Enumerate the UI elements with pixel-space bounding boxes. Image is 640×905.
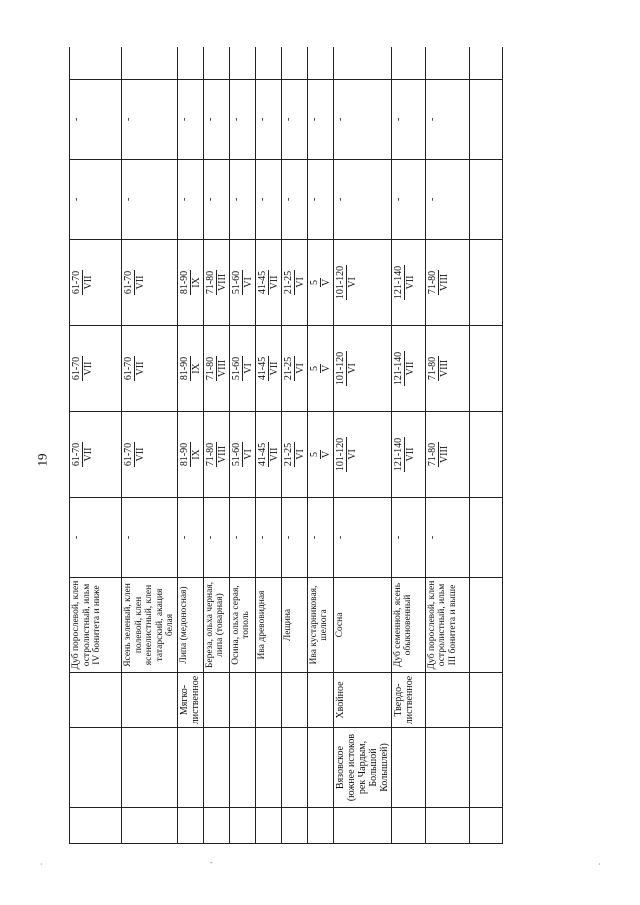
age-cell <box>122 240 178 326</box>
dash-value: - <box>426 117 438 122</box>
age-cell <box>70 326 122 412</box>
age-class: VIII <box>216 273 228 292</box>
blank-cell <box>469 808 502 844</box>
blank-cell <box>307 808 333 844</box>
dash-value: - <box>123 197 134 202</box>
region-cell <box>177 728 203 808</box>
age-range: 81-90 <box>178 270 190 295</box>
dash-value: - <box>392 197 404 202</box>
region-cell <box>281 728 307 808</box>
age-fraction <box>179 442 202 467</box>
table-row <box>391 47 425 844</box>
age-cell <box>333 412 391 498</box>
species-cell <box>333 578 391 673</box>
blank-cell <box>469 498 502 578</box>
age-cell <box>307 240 333 326</box>
age-class: VII <box>268 275 280 290</box>
age-fraction <box>71 270 94 295</box>
age-class: VII <box>83 275 94 290</box>
table-row <box>307 47 333 844</box>
age-class: V <box>320 450 332 459</box>
dash-value: - <box>282 197 294 202</box>
species-cell <box>177 578 203 673</box>
blank-cell <box>177 47 203 80</box>
group-cell <box>307 673 333 728</box>
age-fraction <box>123 356 146 381</box>
age-range: 81-90 <box>178 356 190 381</box>
value-cell <box>177 80 203 160</box>
age-cell <box>229 240 255 326</box>
dash-value: - <box>334 197 346 202</box>
blank-cell <box>469 728 502 808</box>
species-name: Липа (медоносная) <box>178 586 189 664</box>
age-cell <box>177 240 203 326</box>
age-class: VII <box>135 447 146 462</box>
scan-mark: · <box>40 860 43 869</box>
species-cell <box>307 578 333 673</box>
blank-cell <box>425 808 469 844</box>
age-fraction <box>427 270 450 295</box>
table-body <box>70 47 503 844</box>
value-cell <box>203 498 229 578</box>
age-range: 101-120 <box>334 265 346 300</box>
age-range: 5 <box>309 278 321 287</box>
species-cell <box>203 578 229 673</box>
age-cell <box>391 326 425 412</box>
blank-cell <box>203 808 229 844</box>
dash-value: - <box>282 117 294 122</box>
age-cell <box>307 412 333 498</box>
blank-cell <box>255 47 281 80</box>
age-fraction <box>123 442 146 467</box>
age-range: 61-70 <box>71 442 82 467</box>
dash-value: - <box>256 535 268 540</box>
blank-cell <box>469 80 502 160</box>
age-cell <box>333 326 391 412</box>
value-cell <box>229 498 255 578</box>
value-cell <box>122 160 178 240</box>
region-cell <box>333 728 391 808</box>
blank-cell <box>229 808 255 844</box>
dash-value: - <box>282 535 294 540</box>
blank-cell <box>122 808 178 844</box>
age-cell <box>281 240 307 326</box>
age-range: 41-45 <box>256 442 268 467</box>
blank-cell <box>307 47 333 80</box>
age-fraction <box>427 442 450 467</box>
value-cell <box>281 80 307 160</box>
age-class: IX <box>190 277 202 288</box>
species-cell <box>391 578 425 673</box>
age-fraction <box>393 265 416 300</box>
age-class: VIII <box>438 273 450 292</box>
age-fraction <box>335 437 358 472</box>
region-cell <box>307 728 333 808</box>
dash-value: - <box>308 197 320 202</box>
age-fraction <box>231 356 254 381</box>
age-class: VI <box>346 363 358 374</box>
age-class: VI <box>242 277 254 288</box>
age-fraction <box>231 442 254 467</box>
region-cell <box>425 728 469 808</box>
blank-cell <box>333 808 391 844</box>
dash-value: - <box>178 197 190 202</box>
age-range: 41-45 <box>256 270 268 295</box>
age-fraction <box>71 442 94 467</box>
region-cell <box>203 728 229 808</box>
dash-value: - <box>230 535 242 540</box>
age-cell <box>70 412 122 498</box>
age-cell <box>281 326 307 412</box>
age-fraction <box>179 270 202 295</box>
age-fraction <box>283 270 306 295</box>
age-fraction <box>179 356 202 381</box>
table-row <box>425 47 469 844</box>
age-range: 71-80 <box>204 442 216 467</box>
age-class: VII <box>83 361 94 376</box>
dash-value: - <box>308 117 320 122</box>
species-name: Дуб семенной, ясень обыкновенный <box>392 582 413 668</box>
value-cell <box>391 80 425 160</box>
age-range: 21-25 <box>282 442 294 467</box>
age-class: VI <box>346 449 358 460</box>
dash-value: - <box>204 535 216 540</box>
age-class: VII <box>404 275 416 290</box>
age-class: VII <box>135 361 146 376</box>
value-cell <box>203 160 229 240</box>
age-fraction <box>283 442 306 467</box>
age-fraction <box>257 356 280 381</box>
value-cell <box>425 160 469 240</box>
age-range: 71-80 <box>426 270 438 295</box>
blank-cell <box>333 47 391 80</box>
value-cell <box>333 160 391 240</box>
age-range: 71-80 <box>204 270 216 295</box>
page-number: 19 <box>34 453 50 467</box>
age-cell <box>333 240 391 326</box>
age-cell <box>203 412 229 498</box>
age-cell <box>255 412 281 498</box>
species-name: Дуб порослевой, клен остролистный, ильм III бонитета и выше <box>426 580 458 670</box>
age-range: 71-80 <box>426 356 438 381</box>
age-range: 61-70 <box>123 356 134 381</box>
table-row <box>255 47 281 844</box>
value-cell <box>425 498 469 578</box>
blank-cell <box>469 160 502 240</box>
group-cell <box>122 673 178 728</box>
value-cell <box>281 160 307 240</box>
blank-row <box>469 47 502 844</box>
age-fraction <box>393 351 416 386</box>
table-row <box>229 47 255 844</box>
age-class: VIII <box>216 359 228 378</box>
age-class: VI <box>294 363 306 374</box>
age-fraction <box>257 270 280 295</box>
age-class: VII <box>135 275 146 290</box>
value-cell <box>281 498 307 578</box>
value-cell <box>307 80 333 160</box>
dash-value: - <box>392 535 404 540</box>
dash-value: - <box>123 117 134 122</box>
age-range: 61-70 <box>123 270 134 295</box>
value-cell <box>122 80 178 160</box>
table-row <box>281 47 307 844</box>
age-range: 61-70 <box>71 270 82 295</box>
age-class: VII <box>268 361 280 376</box>
age-fraction <box>257 442 280 467</box>
age-range: 5 <box>309 364 321 373</box>
age-fraction <box>309 278 332 287</box>
blank-cell <box>70 47 122 80</box>
age-range: 81-90 <box>178 442 190 467</box>
dash-value: - <box>204 197 216 202</box>
scan-mark: · <box>598 860 601 869</box>
age-cell <box>391 412 425 498</box>
blank-cell <box>469 47 502 80</box>
blank-cell <box>177 808 203 844</box>
age-fraction <box>205 270 228 295</box>
group-cell <box>255 673 281 728</box>
table-row <box>177 47 203 844</box>
dash-value: - <box>71 117 82 122</box>
age-class: VII <box>83 447 94 462</box>
blank-cell <box>425 47 469 80</box>
table-row <box>333 47 391 844</box>
value-cell <box>391 160 425 240</box>
dash-value: - <box>123 535 134 540</box>
rotated-table-container <box>69 47 605 844</box>
blank-cell <box>469 326 502 412</box>
age-fraction <box>393 437 416 472</box>
region-name: Вязовское (южнее истоков рек Чардым, Большой Колышлей) <box>334 733 390 802</box>
species-group: Мягко-лиственное <box>178 675 201 725</box>
group-cell <box>281 673 307 728</box>
dash-value: - <box>334 535 346 540</box>
age-range: 121-140 <box>392 265 404 300</box>
age-range: 121-140 <box>392 351 404 386</box>
age-class: IX <box>190 449 202 460</box>
group-cell <box>391 673 425 728</box>
blank-cell <box>281 47 307 80</box>
species-cell <box>281 578 307 673</box>
dash-value: - <box>426 535 438 540</box>
age-cell <box>177 412 203 498</box>
table-row <box>122 47 178 844</box>
age-cell <box>281 412 307 498</box>
age-range: 101-120 <box>334 437 346 472</box>
group-cell <box>203 673 229 728</box>
age-class: VII <box>404 447 416 462</box>
dash-value: - <box>308 535 320 540</box>
group-cell <box>333 673 391 728</box>
age-class: VI <box>346 277 358 288</box>
age-fraction <box>231 270 254 295</box>
age-cell <box>255 326 281 412</box>
region-cell <box>122 728 178 808</box>
age-class: VI <box>294 277 306 288</box>
age-class: VIII <box>438 359 450 378</box>
age-cell <box>425 412 469 498</box>
age-class: VI <box>294 449 306 460</box>
age-fraction <box>427 356 450 381</box>
age-class: V <box>320 278 332 287</box>
age-range: 61-70 <box>71 356 82 381</box>
region-cell <box>391 728 425 808</box>
dash-value: - <box>334 117 346 122</box>
region-cell <box>70 728 122 808</box>
age-class: V <box>320 364 332 373</box>
age-range: 5 <box>309 450 321 459</box>
dash-value: - <box>204 117 216 122</box>
blank-cell <box>469 578 502 673</box>
dash-value: - <box>230 117 242 122</box>
age-class: VI <box>242 363 254 374</box>
age-cell <box>203 240 229 326</box>
age-fraction <box>123 270 146 295</box>
dash-value: - <box>256 117 268 122</box>
group-cell <box>229 673 255 728</box>
age-class: VI <box>242 449 254 460</box>
blank-cell <box>122 47 178 80</box>
age-fraction <box>283 356 306 381</box>
blank-cell <box>469 412 502 498</box>
age-class: VII <box>268 447 280 462</box>
value-cell <box>333 498 391 578</box>
age-cell <box>229 326 255 412</box>
blank-cell <box>70 808 122 844</box>
age-fraction <box>335 265 358 300</box>
region-cell <box>255 728 281 808</box>
species-name: Дуб порослевой, клен остролистный, ильм IV бонитета и ниже <box>71 580 102 670</box>
blank-cell <box>469 673 502 728</box>
value-cell <box>255 498 281 578</box>
dash-value: - <box>230 197 242 202</box>
group-cell <box>177 673 203 728</box>
species-cell <box>229 578 255 673</box>
group-cell <box>70 673 122 728</box>
value-cell <box>177 160 203 240</box>
species-cell <box>122 578 178 673</box>
species-name: Ива кустарниковая, шелюга <box>308 585 329 665</box>
dash-value: - <box>178 535 190 540</box>
age-cell <box>203 326 229 412</box>
dash-value: - <box>178 117 190 122</box>
species-cell <box>425 578 469 673</box>
species-group: Твердо-лиственное <box>392 675 415 725</box>
value-cell <box>177 498 203 578</box>
value-cell <box>307 498 333 578</box>
table-frame <box>69 47 605 844</box>
value-cell <box>70 498 122 578</box>
value-cell <box>70 160 122 240</box>
age-cell <box>122 326 178 412</box>
species-group: Хвойное <box>334 681 346 719</box>
scan-mark: - <box>210 858 213 867</box>
species-name: Береза, ольха черная, липа (товарная) <box>204 581 225 669</box>
age-cell <box>122 412 178 498</box>
age-class: VII <box>404 361 416 376</box>
species-name: Ива древовидная <box>256 590 267 660</box>
value-cell <box>122 498 178 578</box>
age-cell <box>425 326 469 412</box>
value-cell <box>229 160 255 240</box>
age-range: 71-80 <box>426 442 438 467</box>
value-cell <box>391 498 425 578</box>
table-row <box>70 47 122 844</box>
age-cell <box>70 240 122 326</box>
species-name: Осина, ольха серая, тополь <box>230 585 251 665</box>
value-cell <box>255 80 281 160</box>
table-row <box>203 47 229 844</box>
species-name: Ясень зеленый, клен полевой, клен ясенелистный, клен татарский, акация белая <box>123 583 175 667</box>
age-class: VIII <box>216 445 228 464</box>
age-range: 51-60 <box>230 442 242 467</box>
age-cell <box>177 326 203 412</box>
age-range: 51-60 <box>230 270 242 295</box>
value-cell <box>203 80 229 160</box>
dash-value: - <box>426 197 438 202</box>
age-fraction <box>309 450 332 459</box>
age-cell <box>229 412 255 498</box>
group-cell <box>425 673 469 728</box>
species-name: Сосна <box>334 612 345 638</box>
value-cell <box>425 80 469 160</box>
value-cell <box>307 160 333 240</box>
age-range: 51-60 <box>230 356 242 381</box>
blank-cell <box>281 808 307 844</box>
blank-cell <box>469 240 502 326</box>
value-cell <box>70 80 122 160</box>
age-class: VIII <box>438 445 450 464</box>
age-cell <box>425 240 469 326</box>
blank-cell <box>229 47 255 80</box>
age-range: 121-140 <box>392 437 404 472</box>
dash-value: - <box>71 535 82 540</box>
dash-value: - <box>71 197 82 202</box>
age-fraction <box>335 351 358 386</box>
age-range: 21-25 <box>282 356 294 381</box>
age-range: 101-120 <box>334 351 346 386</box>
age-cell <box>307 326 333 412</box>
age-fraction <box>205 356 228 381</box>
age-fraction <box>205 442 228 467</box>
age-fraction <box>71 356 94 381</box>
age-range: 41-45 <box>256 356 268 381</box>
dash-value: - <box>256 197 268 202</box>
species-cell <box>70 578 122 673</box>
age-class: IX <box>190 363 202 374</box>
value-cell <box>229 80 255 160</box>
region-cell <box>229 728 255 808</box>
age-range: 71-80 <box>204 356 216 381</box>
age-fraction <box>309 364 332 373</box>
dash-value: - <box>392 117 404 122</box>
value-cell <box>333 80 391 160</box>
species-cell <box>255 578 281 673</box>
blank-cell <box>391 808 425 844</box>
age-cell <box>391 240 425 326</box>
age-cell <box>255 240 281 326</box>
forest-age-table <box>69 47 503 844</box>
value-cell <box>255 160 281 240</box>
blank-cell <box>203 47 229 80</box>
age-range: 21-25 <box>282 270 294 295</box>
age-range: 61-70 <box>123 442 134 467</box>
blank-cell <box>255 808 281 844</box>
species-name: Лещина <box>282 608 293 642</box>
blank-cell <box>391 47 425 80</box>
